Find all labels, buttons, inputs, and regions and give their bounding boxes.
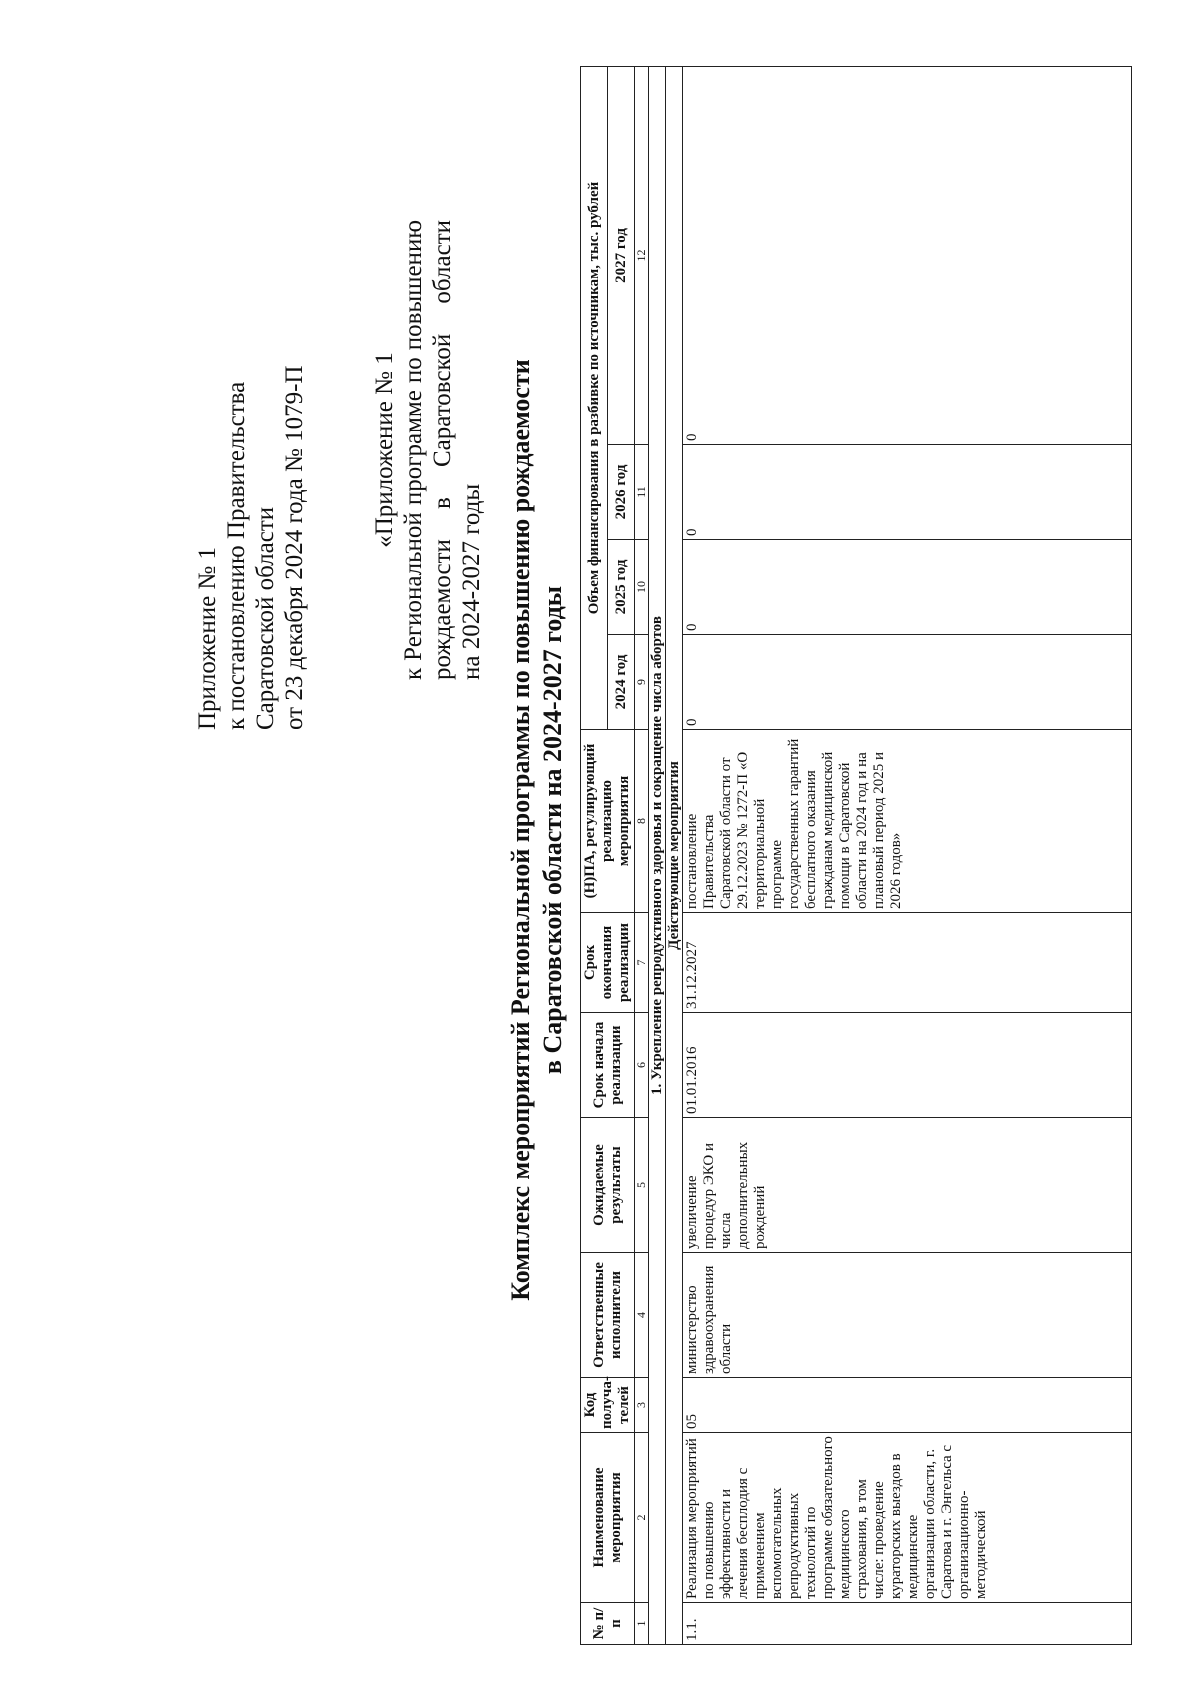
column-number: 9 bbox=[635, 635, 649, 730]
cell-code: 05 bbox=[683, 1378, 1132, 1433]
approval-line: Приложение № 1 bbox=[194, 546, 221, 730]
cell-start: 01.01.2016 bbox=[683, 1013, 1132, 1118]
cell-num: 1.1. bbox=[683, 1603, 1132, 1645]
document-title bbox=[505, 310, 569, 1350]
cell-executors: министерство здравоохранения области bbox=[683, 1253, 1132, 1378]
section-row bbox=[649, 66, 666, 1644]
column-number: 8 bbox=[635, 730, 649, 913]
column-number: 1 bbox=[635, 1603, 649, 1645]
measures-table bbox=[580, 66, 1132, 1645]
header-npa: (Н)ПА, регулирующий реализацию мероприятия bbox=[581, 730, 635, 913]
header-year-2027: 2027 год bbox=[608, 66, 635, 444]
header-row bbox=[581, 66, 608, 1644]
column-number: 6 bbox=[635, 1013, 649, 1118]
cell-npa: постановление Правительства Саратовской области от 29.12.2023 № 1272-П «О территориальной программе государственных гарантий бесплатного оказания гражданам медицинской помощи в Саратовской области на 2024 год и на плановый период 2025 и 2026 годов» bbox=[683, 730, 1132, 913]
header-num: № п/п bbox=[581, 1603, 635, 1645]
table-row bbox=[683, 66, 1132, 1644]
approval-block bbox=[193, 170, 309, 730]
column-number-row bbox=[635, 66, 649, 1644]
column-number: 12 bbox=[635, 66, 649, 444]
annex-line: на 2024-2027 годы bbox=[458, 483, 485, 680]
header-year-2024: 2024 год bbox=[608, 635, 635, 730]
column-number: 3 bbox=[635, 1378, 649, 1433]
column-number: 7 bbox=[635, 913, 649, 1013]
header-results: Ожидаемые результаты bbox=[581, 1118, 635, 1253]
annex-block bbox=[370, 220, 486, 680]
cell-2024: 0 bbox=[683, 635, 1132, 730]
document-title-line: в Саратовской области на 2024-2027 годы bbox=[538, 585, 567, 1075]
header-executors: Ответственные исполнители bbox=[581, 1253, 635, 1378]
header-funding: Объем финансирования в разбивке по источникам, тыс. рублей bbox=[581, 66, 608, 729]
document-page bbox=[25, 40, 1175, 1680]
column-number: 11 bbox=[635, 445, 649, 540]
cell-2027: 0 bbox=[683, 66, 1132, 444]
header-year-2026: 2026 год bbox=[608, 445, 635, 540]
cell-name: Реализация мероприятий по повышению эффективности и лечения бесплодия с применением вспомогательных репродуктивных технологий по программе обязательного медицинского страхования, в том числе: проведение кураторских выездов в медицинские организации области, г. Саратова и г. Энгельса с организационно-методической bbox=[683, 1433, 1132, 1603]
cell-2025: 0 bbox=[683, 540, 1132, 635]
cell-end: 31.12.2027 bbox=[683, 913, 1132, 1013]
section-title: 1. Укрепление репродуктивного здоровья и сокращение числа абортов bbox=[649, 66, 666, 1644]
annex-title: «Приложение № 1 bbox=[371, 352, 398, 548]
cell-results: увеличение процедур ЭКО и числа дополнительных рождений bbox=[683, 1118, 1132, 1253]
subsection-title: Действующие мероприятия bbox=[666, 66, 683, 1644]
column-number: 2 bbox=[635, 1433, 649, 1603]
column-number: 4 bbox=[635, 1253, 649, 1378]
annex-line: рождаемости в Саратовской области bbox=[429, 220, 456, 680]
annex-line: к Региональной программе по повышению bbox=[400, 220, 427, 680]
subsection-row bbox=[666, 66, 683, 1644]
column-number: 5 bbox=[635, 1118, 649, 1253]
header-code: Код получа-телей bbox=[581, 1378, 635, 1433]
column-number: 10 bbox=[635, 540, 649, 635]
header-year-2025: 2025 год bbox=[608, 540, 635, 635]
approval-line: от 23 декабря 2024 года № 1079-П bbox=[281, 365, 308, 730]
header-name: Наименование мероприятия bbox=[581, 1433, 635, 1603]
document-title-line: Комплекс мероприятий Региональной программы по повышению рождаемости bbox=[506, 359, 535, 1301]
approval-line: Саратовской области bbox=[252, 506, 279, 730]
approval-line: к постановлению Правительства bbox=[223, 381, 250, 730]
header-end: Срок окончания реализации bbox=[581, 913, 635, 1013]
header-start: Срок начала реализации bbox=[581, 1013, 635, 1118]
cell-2026: 0 bbox=[683, 445, 1132, 540]
